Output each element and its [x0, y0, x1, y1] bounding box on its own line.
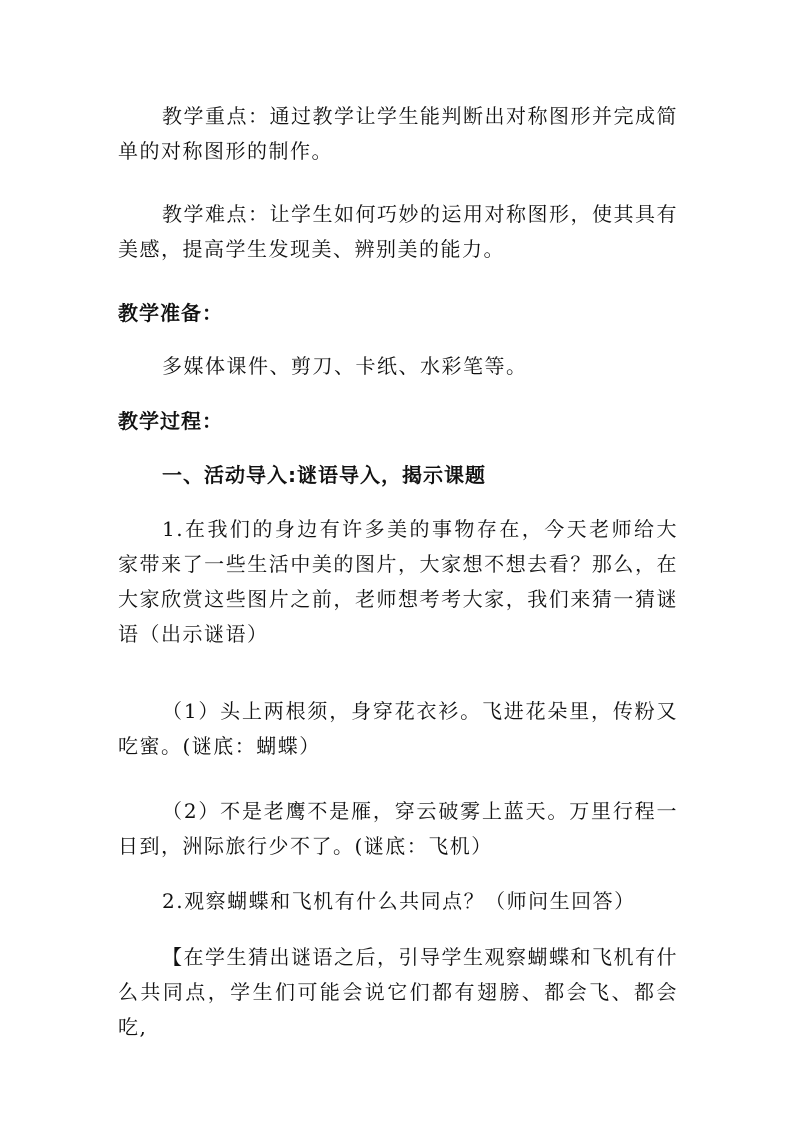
preparation-heading: 教学准备：	[118, 301, 223, 325]
riddle2-paragraph: （2）不是老鹰不是雁，穿云破雾上蓝天。万里行程一日到，洲际旅行少不了。(谜底：飞机）	[118, 799, 678, 858]
preparation-paragraph: 多媒体课件、剪刀、卡纸、水彩笔等。	[162, 354, 528, 378]
riddle1-paragraph: （1）头上两根须，身穿花衣衫。飞进花朵里，传粉又吃蜜。(谜底：蝴蝶）	[118, 699, 678, 758]
section1-heading: 一、活动导入:谜语导入，揭示课题	[162, 463, 486, 487]
difficulty-paragraph: 教学难点：让学生如何巧妙的运用对称图形，使其具有美感，提高学生发现美、辨别美的能力。	[118, 202, 678, 261]
process-heading: 教学过程：	[118, 409, 223, 433]
note-paragraph: 【在学生猜出谜语之后，引导学生观察蝴蝶和飞机有什么共同点，学生们可能会说它们都有翅膀、都会飞、都会吃,	[118, 945, 678, 1039]
key-point-paragraph: 教学重点：通过教学让学生能判断出对称图形并完成简单的对称图形的制作。	[118, 104, 678, 163]
step1-paragraph: 1.在我们的身边有许多美的事物存在，今天老师给大家带来了一些生活中美的图片，大家想不想去看？那么，在大家欣赏这些图片之前，老师想考考大家，我们来猜一猜谜语（出示谜语）	[118, 517, 678, 646]
step2-paragraph: 2.观察蝴蝶和飞机有什么共同点？（师问生回答）	[162, 889, 636, 913]
